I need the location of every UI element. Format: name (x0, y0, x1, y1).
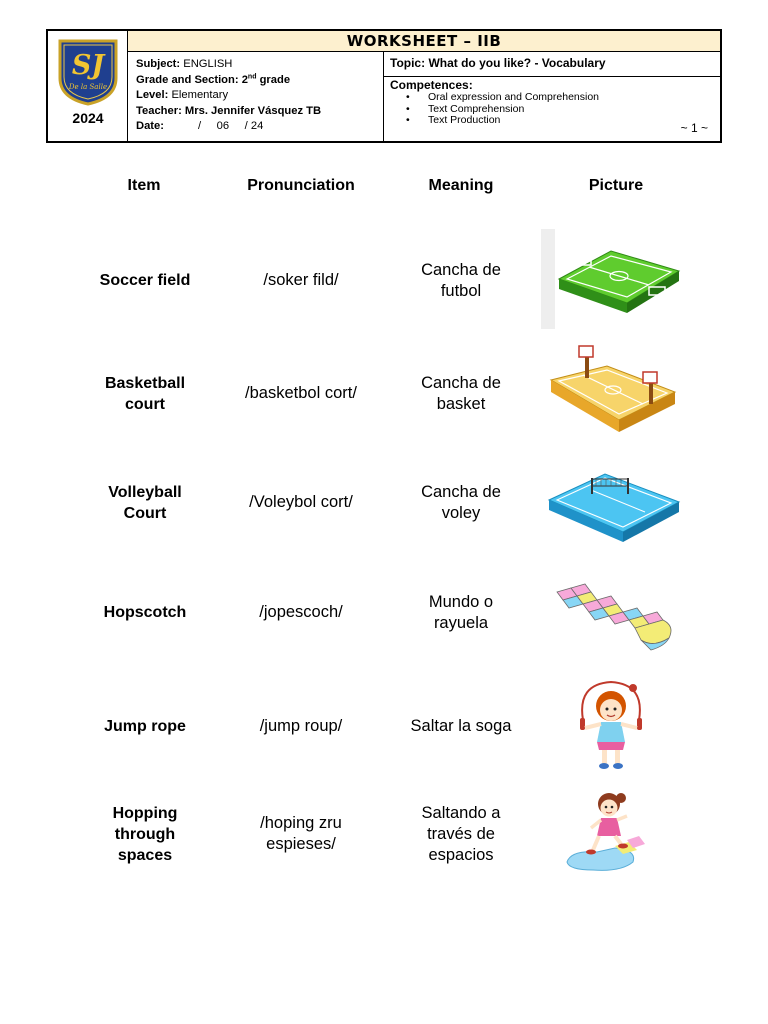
competence-item: • Text Production (406, 114, 501, 126)
year-label: 2024 (72, 110, 104, 126)
logo-cell (48, 31, 128, 141)
column-header-pronunciation: Pronunciation (247, 177, 355, 194)
jump-rope-girl-icon (541, 680, 681, 774)
item-name: Hopping through spaces (112, 805, 178, 864)
worksheet-header (46, 29, 722, 143)
competence-item: • Text Comprehension (406, 102, 525, 115)
pronunciation: /jopescoch/ (259, 603, 343, 621)
picture-cell (541, 342, 681, 442)
pronunciation: /basketbol cort/ (245, 384, 357, 402)
picture-cell (541, 788, 681, 874)
pronunciation: /soker fild/ (263, 271, 339, 289)
page-number: ~ 1 ~ (680, 121, 708, 135)
competences-list (406, 92, 720, 127)
pronunciation: /hoping zru espieses/ (260, 814, 342, 853)
picture-cell (541, 580, 681, 660)
info-cell (128, 52, 384, 141)
picture-cell (541, 462, 681, 552)
subject-row: Subject: ENGLISH (136, 58, 233, 70)
meaning: Cancha de basket (421, 374, 501, 413)
logo-letters: SJ (71, 50, 105, 81)
item-name: Volleyball Court (108, 484, 182, 522)
school-crest-logo (57, 38, 119, 106)
volleyball-court-icon (541, 462, 681, 552)
meaning: Cancha de futbol (421, 261, 501, 300)
meaning: Cancha de voley (421, 483, 501, 522)
date-row: Date: / 06 / 24 (136, 120, 264, 132)
column-header-meaning: Meaning (428, 177, 494, 194)
item-name: Hopscotch (103, 604, 187, 621)
soccer-field-icon (541, 229, 681, 329)
competences-cell (384, 77, 720, 141)
pronunciation: /jump roup/ (259, 717, 343, 735)
worksheet-title: WORKSHEET – IIB (128, 31, 720, 52)
teacher-row: Teacher: Mrs. Jennifer Vásquez TB (136, 104, 322, 117)
logo-motto: De la Salle (68, 83, 108, 91)
basketball-court-icon (541, 342, 681, 442)
column-header-picture: Picture (588, 177, 644, 194)
column-header-item: Item (127, 177, 161, 194)
item-name: Jump rope (104, 718, 186, 735)
hopping-girl-icon (541, 788, 681, 874)
meaning: Mundo o rayuela (428, 593, 494, 632)
pronunciation: /Voleybol cort/ (249, 493, 353, 511)
topic-label: Topic: What do you like? - Vocabulary (384, 52, 720, 77)
picture-cell (541, 680, 681, 774)
meaning: Saltar la soga (410, 717, 512, 735)
grade-row: Grade and Section: 2nd grade (136, 72, 291, 86)
item-name: Soccer field (99, 272, 191, 289)
competence-item: • Oral expression and Comprehension (406, 91, 600, 103)
item-name: Basketball court (104, 375, 186, 413)
competences-title: Competences: (390, 78, 473, 92)
meaning: Saltando a través de espacios (421, 804, 501, 864)
hopscotch-icon (541, 580, 681, 660)
level-row: Level: Elementary (136, 89, 229, 101)
picture-cell (541, 229, 681, 329)
